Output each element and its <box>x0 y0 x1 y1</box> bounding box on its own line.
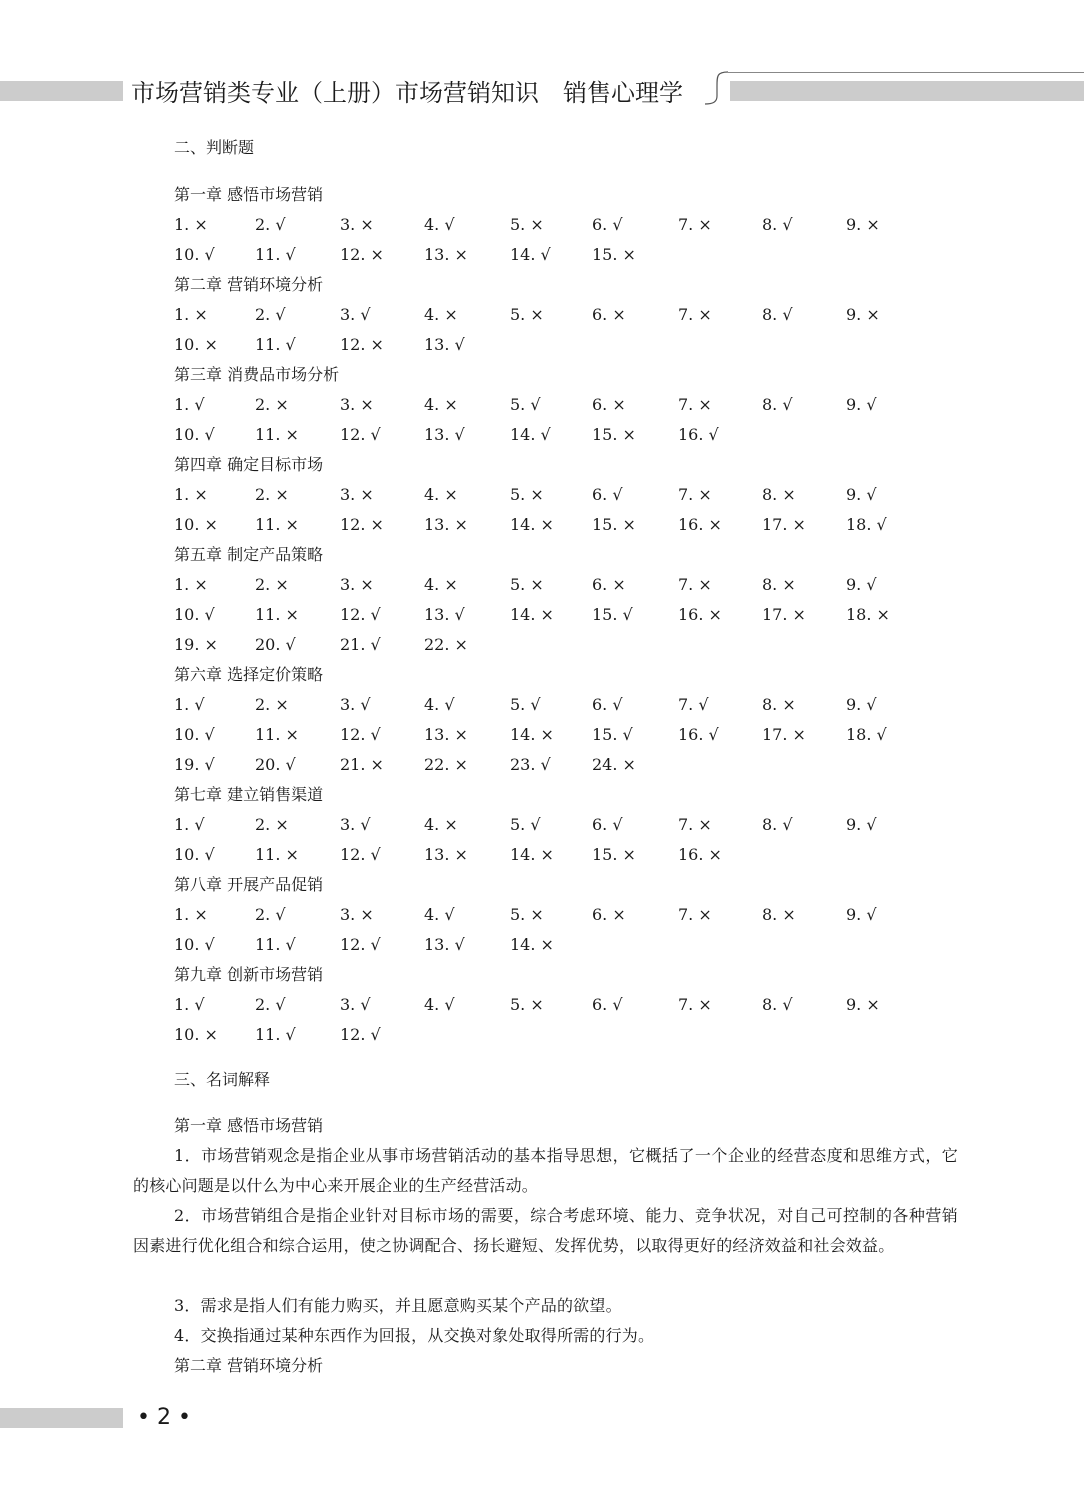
answer-item: 8. √ <box>762 995 793 1014</box>
answer-item: 14. √ <box>510 425 551 444</box>
answer-item: 13. √ <box>424 605 465 624</box>
answer-item: 1. √ <box>174 995 205 1014</box>
answer-item: 11. × <box>255 845 299 864</box>
answer-item: 5. × <box>510 905 544 924</box>
answer-item: 2. × <box>255 695 289 714</box>
answer-item: 8. × <box>762 695 796 714</box>
answer-item: 16. √ <box>678 425 719 444</box>
answer-item: 9. √ <box>846 485 877 504</box>
answer-item: 6. × <box>592 575 626 594</box>
answer-item: 7. × <box>678 575 712 594</box>
answer-item: 13. √ <box>424 425 465 444</box>
answer-item: 8. √ <box>762 395 793 414</box>
answer-item: 9. √ <box>846 575 877 594</box>
chapter-title: 第三章 消费品市场分析 <box>174 365 340 384</box>
footer-decor-bar <box>0 1408 123 1428</box>
answer-item: 20. √ <box>255 755 296 774</box>
answer-item: 1. × <box>174 575 208 594</box>
answer-item: 3. × <box>340 905 374 924</box>
answer-item: 13. × <box>424 245 468 264</box>
answer-item: 1. √ <box>174 815 205 834</box>
answer-item: 5. × <box>510 995 544 1014</box>
page-number: • 2 • <box>137 1405 191 1430</box>
chapter-title: 第四章 确定目标市场 <box>174 455 324 474</box>
answer-item: 14. × <box>510 515 554 534</box>
answer-item: 11. × <box>255 425 299 444</box>
answer-item: 11. √ <box>255 335 296 354</box>
answer-item: 9. × <box>846 305 880 324</box>
answer-item: 9. √ <box>846 395 877 414</box>
answer-item: 4. × <box>424 815 458 834</box>
answer-item: 1. √ <box>174 395 205 414</box>
answer-item: 18. √ <box>846 725 887 744</box>
answer-item: 10. × <box>174 335 218 354</box>
answer-item: 7. × <box>678 395 712 414</box>
chapter-title: 第七章 建立销售渠道 <box>174 785 324 804</box>
answer-item: 9. × <box>846 215 880 234</box>
answer-item: 6. √ <box>592 215 623 234</box>
chapter-title: 第八章 开展产品促销 <box>174 875 324 894</box>
answer-item: 16. × <box>678 515 722 534</box>
answer-item: 5. √ <box>510 695 541 714</box>
answer-item: 14. × <box>510 605 554 624</box>
answer-item: 4. √ <box>424 215 455 234</box>
answer-item: 9. √ <box>846 815 877 834</box>
answer-item: 21. √ <box>340 635 381 654</box>
answer-item: 5. √ <box>510 815 541 834</box>
section-title-terms: 三、名词解释 <box>174 1070 271 1089</box>
answer-item: 10. × <box>174 515 218 534</box>
answer-item: 2. √ <box>255 215 286 234</box>
answer-item: 15. × <box>592 425 636 444</box>
answer-item: 10. √ <box>174 605 215 624</box>
answer-item: 11. √ <box>255 935 296 954</box>
answer-item: 15. √ <box>592 725 633 744</box>
answer-item: 10. √ <box>174 245 215 264</box>
answer-item: 4. × <box>424 305 458 324</box>
chapter-title: 第六章 选择定价策略 <box>174 665 324 684</box>
answer-item: 22. × <box>424 755 468 774</box>
answer-item: 8. √ <box>762 305 793 324</box>
answer-item: 12. √ <box>340 725 381 744</box>
answer-item: 23. √ <box>510 755 551 774</box>
answer-item: 5. √ <box>510 395 541 414</box>
term-paragraph: 3．需求是指人们有能力购买，并且愿意购买某个产品的欲望。 <box>174 1296 622 1315</box>
answer-item: 9. √ <box>846 905 877 924</box>
answer-item: 9. √ <box>846 695 877 714</box>
chapter-title: 第五章 制定产品策略 <box>174 545 324 564</box>
answer-item: 4. √ <box>424 905 455 924</box>
answer-item: 12. √ <box>340 845 381 864</box>
answer-item: 7. × <box>678 305 712 324</box>
answer-item: 11. √ <box>255 1025 296 1044</box>
answer-item: 18. √ <box>846 515 887 534</box>
answer-item: 5. × <box>510 215 544 234</box>
answer-item: 5. × <box>510 305 544 324</box>
answer-item: 2. × <box>255 815 289 834</box>
answer-item: 10. √ <box>174 935 215 954</box>
answer-item: 4. √ <box>424 695 455 714</box>
answer-item: 1. × <box>174 305 208 324</box>
chapter-title: 第二章 营销环境分析 <box>174 275 324 294</box>
answer-item: 12. × <box>340 335 384 354</box>
answer-item: 2. √ <box>255 995 286 1014</box>
answer-item: 21. × <box>340 755 384 774</box>
answer-item: 1. × <box>174 905 208 924</box>
answer-item: 3. × <box>340 575 374 594</box>
answer-item: 13. × <box>424 725 468 744</box>
answer-item: 8. √ <box>762 815 793 834</box>
answer-item: 2. × <box>255 485 289 504</box>
answer-item: 14. × <box>510 935 554 954</box>
answer-item: 20. √ <box>255 635 296 654</box>
answer-item: 10. √ <box>174 845 215 864</box>
answer-item: 14. √ <box>510 245 551 264</box>
answer-item: 12. × <box>340 245 384 264</box>
answer-item: 4. × <box>424 575 458 594</box>
answer-item: 12. × <box>340 515 384 534</box>
answer-item: 19. × <box>174 635 218 654</box>
answer-item: 6. × <box>592 905 626 924</box>
answer-item: 1. × <box>174 485 208 504</box>
answer-item: 13. √ <box>424 935 465 954</box>
answer-item: 5. × <box>510 575 544 594</box>
answer-item: 13. × <box>424 845 468 864</box>
answer-item: 7. √ <box>678 695 709 714</box>
answer-item: 6. × <box>592 395 626 414</box>
answer-item: 6. √ <box>592 815 623 834</box>
answer-item: 2. × <box>255 575 289 594</box>
answer-item: 2. √ <box>255 905 286 924</box>
answer-item: 11. × <box>255 515 299 534</box>
answer-item: 5. × <box>510 485 544 504</box>
chapter-title: 第九章 创新市场营销 <box>174 965 324 984</box>
answer-item: 1. √ <box>174 695 205 714</box>
answer-item: 13. √ <box>424 335 465 354</box>
answer-item: 3. × <box>340 215 374 234</box>
answer-item: 22. × <box>424 635 468 654</box>
term-paragraph: 1．市场营销观念是指企业从事市场营销活动的基本指导思想，它概括了一个企业的经营态度和思维方式，它的核心问题是以什么为中心来开展企业的生产经营活动。 <box>133 1146 958 1195</box>
answer-item: 7. × <box>678 905 712 924</box>
answer-item: 3. √ <box>340 305 371 324</box>
answer-item: 24. × <box>592 755 636 774</box>
answer-item: 4. √ <box>424 995 455 1014</box>
answer-item: 3. × <box>340 395 374 414</box>
answer-item: 17. × <box>762 725 806 744</box>
answer-item: 7. × <box>678 485 712 504</box>
answer-item: 4. × <box>424 485 458 504</box>
answer-item: 4. × <box>424 395 458 414</box>
answer-item: 16. √ <box>678 725 719 744</box>
answer-item: 6. √ <box>592 995 623 1014</box>
answer-item: 15. × <box>592 245 636 264</box>
answer-item: 3. √ <box>340 695 371 714</box>
answer-item: 1. × <box>174 215 208 234</box>
answer-item: 11. × <box>255 605 299 624</box>
answer-item: 10. √ <box>174 425 215 444</box>
section-title-judgement: 二、判断题 <box>174 138 255 157</box>
answer-item: 15. √ <box>592 605 633 624</box>
answer-item: 16. × <box>678 845 722 864</box>
answer-item: 14. × <box>510 725 554 744</box>
answer-item: 8. × <box>762 485 796 504</box>
answer-item: 12. √ <box>340 1025 381 1044</box>
term-paragraph: 4．交换指通过某种东西作为回报，从交换对象处取得所需的行为。 <box>174 1326 655 1345</box>
answer-item: 8. √ <box>762 215 793 234</box>
terms-chapter-title: 第一章 感悟市场营销 <box>174 1116 324 1135</box>
chapter-title: 第一章 感悟市场营销 <box>174 185 324 204</box>
answer-item: 7. × <box>678 215 712 234</box>
answer-item: 15. × <box>592 845 636 864</box>
answer-item: 10. × <box>174 1025 218 1044</box>
header-title: 市场营销类专业（上册）市场营销知识 销售心理学 <box>131 79 683 107</box>
answer-item: 12. √ <box>340 935 381 954</box>
answer-item: 16. × <box>678 605 722 624</box>
answer-item: 11. √ <box>255 245 296 264</box>
answer-item: 3. × <box>340 485 374 504</box>
answer-item: 2. × <box>255 395 289 414</box>
answer-item: 17. × <box>762 605 806 624</box>
answer-item: 6. √ <box>592 485 623 504</box>
answer-item: 13. × <box>424 515 468 534</box>
answer-item: 14. × <box>510 845 554 864</box>
answer-item: 9. × <box>846 995 880 1014</box>
answer-item: 6. √ <box>592 695 623 714</box>
answer-item: 15. × <box>592 515 636 534</box>
answer-item: 8. × <box>762 905 796 924</box>
answer-item: 2. √ <box>255 305 286 324</box>
answer-item: 10. √ <box>174 725 215 744</box>
terms-chapter-title: 第二章 营销环境分析 <box>174 1356 324 1375</box>
answer-item: 18. × <box>846 605 890 624</box>
term-paragraph: 2．市场营销组合是指企业针对目标市场的需要，综合考虑环境、能力、竞争状况，对自己可控制的各种营销因素进行优化组合和综合运用，使之协调配合、扬长避短、发挥优势，以取得更好的经济效益和社会效益。 <box>133 1206 958 1255</box>
answer-item: 6. × <box>592 305 626 324</box>
answer-item: 3. √ <box>340 815 371 834</box>
answer-item: 8. × <box>762 575 796 594</box>
answer-item: 11. × <box>255 725 299 744</box>
answer-item: 7. × <box>678 995 712 1014</box>
answer-item: 3. √ <box>340 995 371 1014</box>
answer-item: 17. × <box>762 515 806 534</box>
answer-item: 12. √ <box>340 605 381 624</box>
answer-item: 7. × <box>678 815 712 834</box>
answer-item: 12. √ <box>340 425 381 444</box>
answer-item: 19. √ <box>174 755 215 774</box>
